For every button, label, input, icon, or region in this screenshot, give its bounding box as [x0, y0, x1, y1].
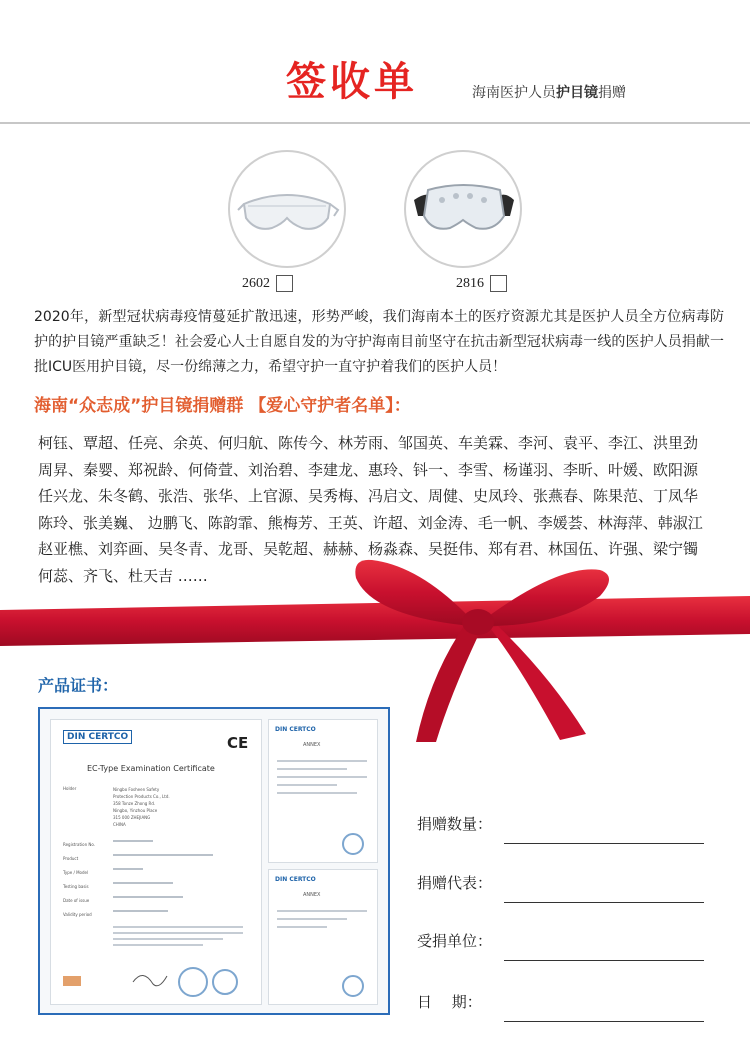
- annex-logo: DIN CERTCO: [275, 876, 316, 883]
- certificate-main-sheet: [50, 719, 262, 1005]
- donor-name-line: 何蕊、齐飞、杜天吉 ……: [38, 566, 208, 585]
- product-image-2602: [228, 150, 346, 268]
- certificate-seals: [63, 960, 253, 1000]
- ribbon-knot: [462, 609, 494, 635]
- intro-paragraph: 2020年，新型冠状病毒疫情蔓延扩散迅速，形势严峻，我们海南本土的医疗资源尤其是医护人员全方位病毒防护的护目镜严重缺乏！社会爱心人士自愿自发的为守护海南目前坚守在抗击新型冠状病毒一线的医护人员捐献一批ICU医用护目镜，尽一份绵薄之力，希望守护一直守护着我们的医护人员！: [34, 309, 724, 375]
- annex-text: [277, 910, 367, 934]
- donor-name-line: 任兴龙、朱冬鹤、张浩、张华、上官源、吴秀梅、冯启文、周健、史凤玲、张燕春、陈果范、丁凤华: [38, 487, 699, 505]
- recipient-unit-line[interactable]: [504, 960, 704, 961]
- donation-quantity-line[interactable]: [504, 843, 704, 844]
- annex-title: ANNEX: [303, 742, 321, 748]
- annex-text: [277, 760, 367, 800]
- certificate-annex-sheet-1: [268, 719, 378, 863]
- annex-logo: DIN CERTCO: [275, 726, 316, 733]
- donor-representative-line[interactable]: [504, 902, 704, 903]
- certificate-field-values: [113, 840, 223, 924]
- annex-title: ANNEX: [303, 892, 321, 898]
- page-subtitle: [472, 82, 626, 102]
- product-checkbox-2602[interactable]: [276, 275, 293, 292]
- recipient-unit-label: 受捐单位：: [417, 932, 493, 950]
- certificate-field-labels: Registration No. Product Type / Model Testing basis Date of issue Validity period: [63, 842, 96, 917]
- certificate-holder: Ningbo Fosheen Safety Protection Products Co., Ltd. 358 Tonze Zhong Rd. Ningbo, Yinzhou Place 315 000 ZHEJIANG CHINA: [113, 787, 170, 827]
- din-certco-logo: DIN CERTCO: [63, 730, 132, 744]
- safety-glasses-icon: [230, 152, 344, 266]
- product-image-2816: [404, 150, 522, 268]
- product-checkbox-2816[interactable]: [490, 275, 507, 292]
- product-option-2602: [242, 275, 293, 292]
- product-model-label: 2816: [456, 275, 484, 291]
- donor-name-line: 赵亚樵、刘弈画、吴冬青、龙哥、吴乾超、赫赫、杨淼森、吴挺伟、郑有君、林国伍、许强、梁宁镯: [38, 540, 699, 558]
- certificate-heading: 产品证书：: [38, 676, 119, 695]
- header-divider: [0, 122, 750, 124]
- page-title: 签收单: [286, 59, 418, 105]
- date-label: 日 期：: [417, 993, 482, 1011]
- annex-seal-icon: [341, 832, 365, 856]
- ribbon-tail-right: [490, 626, 586, 740]
- product-model-label: 2602: [242, 275, 270, 291]
- holder-label: Holder: [63, 786, 77, 791]
- certificate-annex-sheet-2: [268, 869, 378, 1005]
- subtitle-bold: 护目镜: [556, 85, 598, 101]
- date-line[interactable]: [504, 1021, 704, 1022]
- certificate-frame: [38, 707, 390, 1015]
- certificate-body-text: [113, 926, 243, 950]
- donor-representative-label: 捐赠代表：: [417, 874, 493, 892]
- product-option-2816: [456, 275, 507, 292]
- ribbon-band: [0, 596, 750, 646]
- ce-mark-icon: CE: [227, 734, 249, 752]
- annex-seal-icon: [341, 974, 365, 998]
- donor-group-title: 海南“众志成”护目镜捐赠群 【爱心守护者名单】：: [34, 396, 411, 416]
- certificate-title: EC-Type Examination Certificate: [87, 764, 215, 773]
- ribbon-tail-left: [416, 626, 478, 742]
- donor-name-line: 陈玲、张美巍、 边鹏飞、陈韵霏、熊梅芳、王英、许超、刘金涛、毛一帆、李媛荟、林海萍、韩淑江: [38, 513, 703, 532]
- safety-goggles-icon: [406, 152, 520, 266]
- subtitle-suffix: 捐赠: [598, 85, 626, 101]
- donor-name-line: 周昇、秦婴、郑祝龄、何倚萱、刘治碧、李建龙、惠玲、钭一、李雪、杨谨羽、李昕、叶媛、欧阳源: [38, 460, 699, 479]
- subtitle-prefix: 海南医护人员: [472, 85, 556, 101]
- donation-quantity-label: 捐赠数量：: [417, 815, 493, 833]
- donor-name-line: 柯钰、覃超、任亮、余英、何归航、陈传今、林芳雨、邹国英、车美霖、李河、袁平、李江、洪里劲: [38, 434, 699, 452]
